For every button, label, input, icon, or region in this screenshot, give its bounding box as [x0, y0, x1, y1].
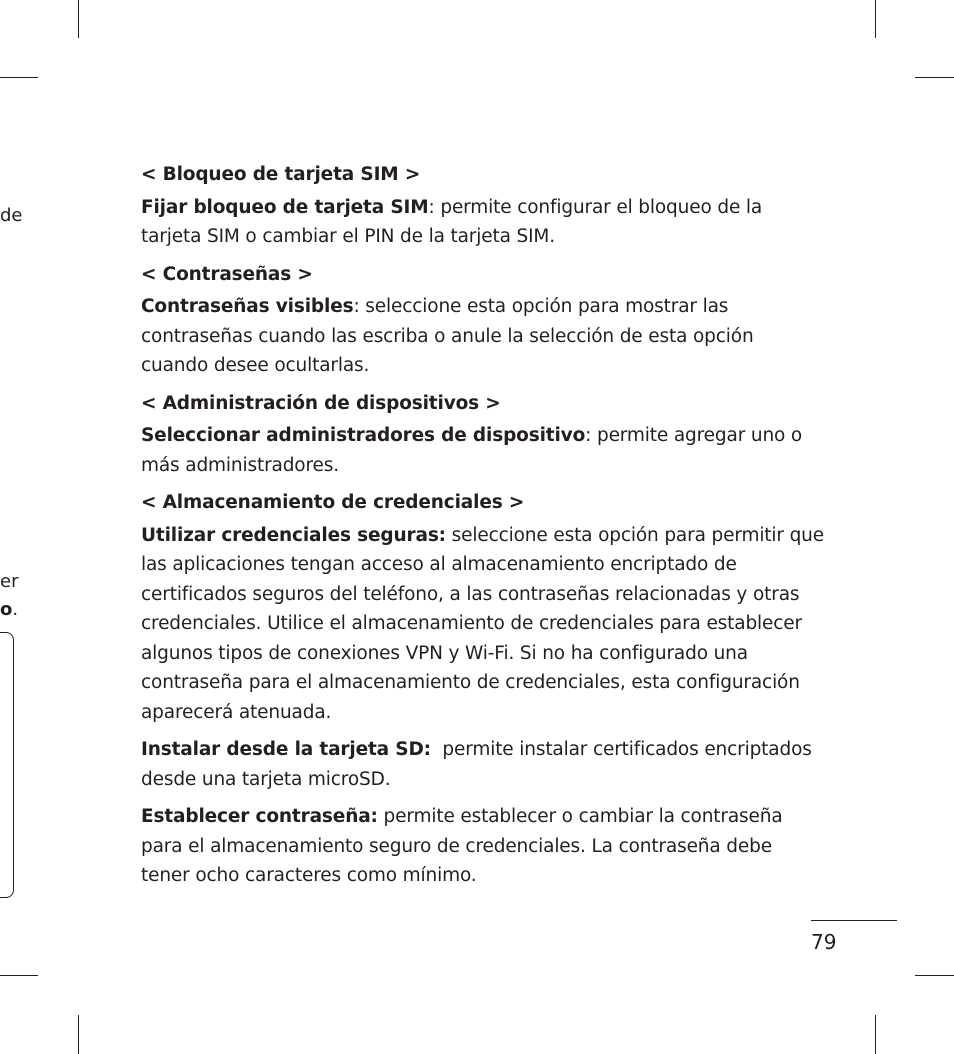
facing-page-fragment-de: de	[0, 205, 23, 226]
item-description: permite instalar certificados encriptados desde una tarjeta microSD.	[141, 739, 818, 790]
item-description: seleccione esta opción para permitir que las aplicaciones tengan acceso al almacenamiento encriptado de certificados seguros del teléfono, a las contraseñas relacionadas y otras credenciales. Utilice el almacenamiento de credenciales para establecer algunos tipos de conexiones VPN y Wi-Fi. Si no ha configurado una contraseña para el almacenamiento de credenciales, esta configuración aparecerá atenuada.	[141, 524, 824, 723]
item-description: : permite configurar el bloqueo de la tarjeta SIM o cambiar el PIN de la tarjeta SIM.	[141, 196, 763, 247]
page-number-rule	[811, 920, 897, 921]
item-set-sim-lock	[141, 193, 825, 252]
facing-page-box-edge	[0, 632, 14, 898]
crop-mark-bottom-left-horizontal	[0, 975, 38, 976]
item-description: permite establecer o cambiar la contraseña para el almacenamiento seguro de credenciales. La contraseña debe tener ocho caracteres como mínimo.	[141, 806, 783, 886]
fragment-o-text: o	[0, 599, 13, 620]
section-heading-passwords: < Contraseñas >	[141, 263, 313, 285]
item-term: Fijar bloqueo de tarjeta SIM	[141, 196, 429, 218]
item-term: Establecer contraseña:	[141, 806, 378, 827]
crop-mark-bottom-left-vertical	[78, 1015, 79, 1054]
facing-page-fragment-er: er	[0, 571, 19, 592]
item-use-secure-credentials	[141, 521, 825, 728]
item-visible-passwords	[141, 292, 825, 381]
settings-description-content	[141, 160, 825, 899]
facing-page-fragment-o	[0, 600, 18, 620]
section-heading-credential-storage: < Almacenamiento de credenciales >	[141, 492, 525, 513]
item-term: Contraseñas visibles	[141, 296, 354, 317]
crop-mark-top-left-horizontal	[0, 77, 38, 78]
crop-mark-bottom-right-horizontal	[915, 975, 954, 976]
crop-mark-top-right-horizontal	[915, 77, 954, 78]
item-description: : permite agregar uno o más administradores.	[141, 425, 803, 476]
fragment-period-text: .	[12, 599, 19, 620]
crop-mark-bottom-right-vertical	[875, 1015, 876, 1054]
item-select-device-administrators	[141, 421, 825, 480]
item-term: Utilizar credenciales seguras:	[141, 524, 446, 546]
crop-mark-top-left-vertical	[78, 0, 79, 38]
item-set-password	[141, 802, 825, 891]
item-description: : seleccione esta opción para mostrar las contraseñas cuando las escriba o anule la selección de esta opción cuando desee ocultarlas.	[141, 296, 754, 376]
section-heading-device-administration: < Administración de dispositivos >	[141, 392, 501, 414]
crop-mark-top-right-vertical	[875, 0, 876, 38]
section-heading-sim-lock: < Bloqueo de tarjeta SIM >	[141, 164, 421, 185]
item-term: Instalar desde la tarjeta SD:	[141, 739, 431, 760]
item-term: Seleccionar administradores de dispositivo	[141, 425, 586, 446]
item-install-from-sd-card	[141, 735, 825, 794]
page-number: 79	[811, 930, 837, 954]
